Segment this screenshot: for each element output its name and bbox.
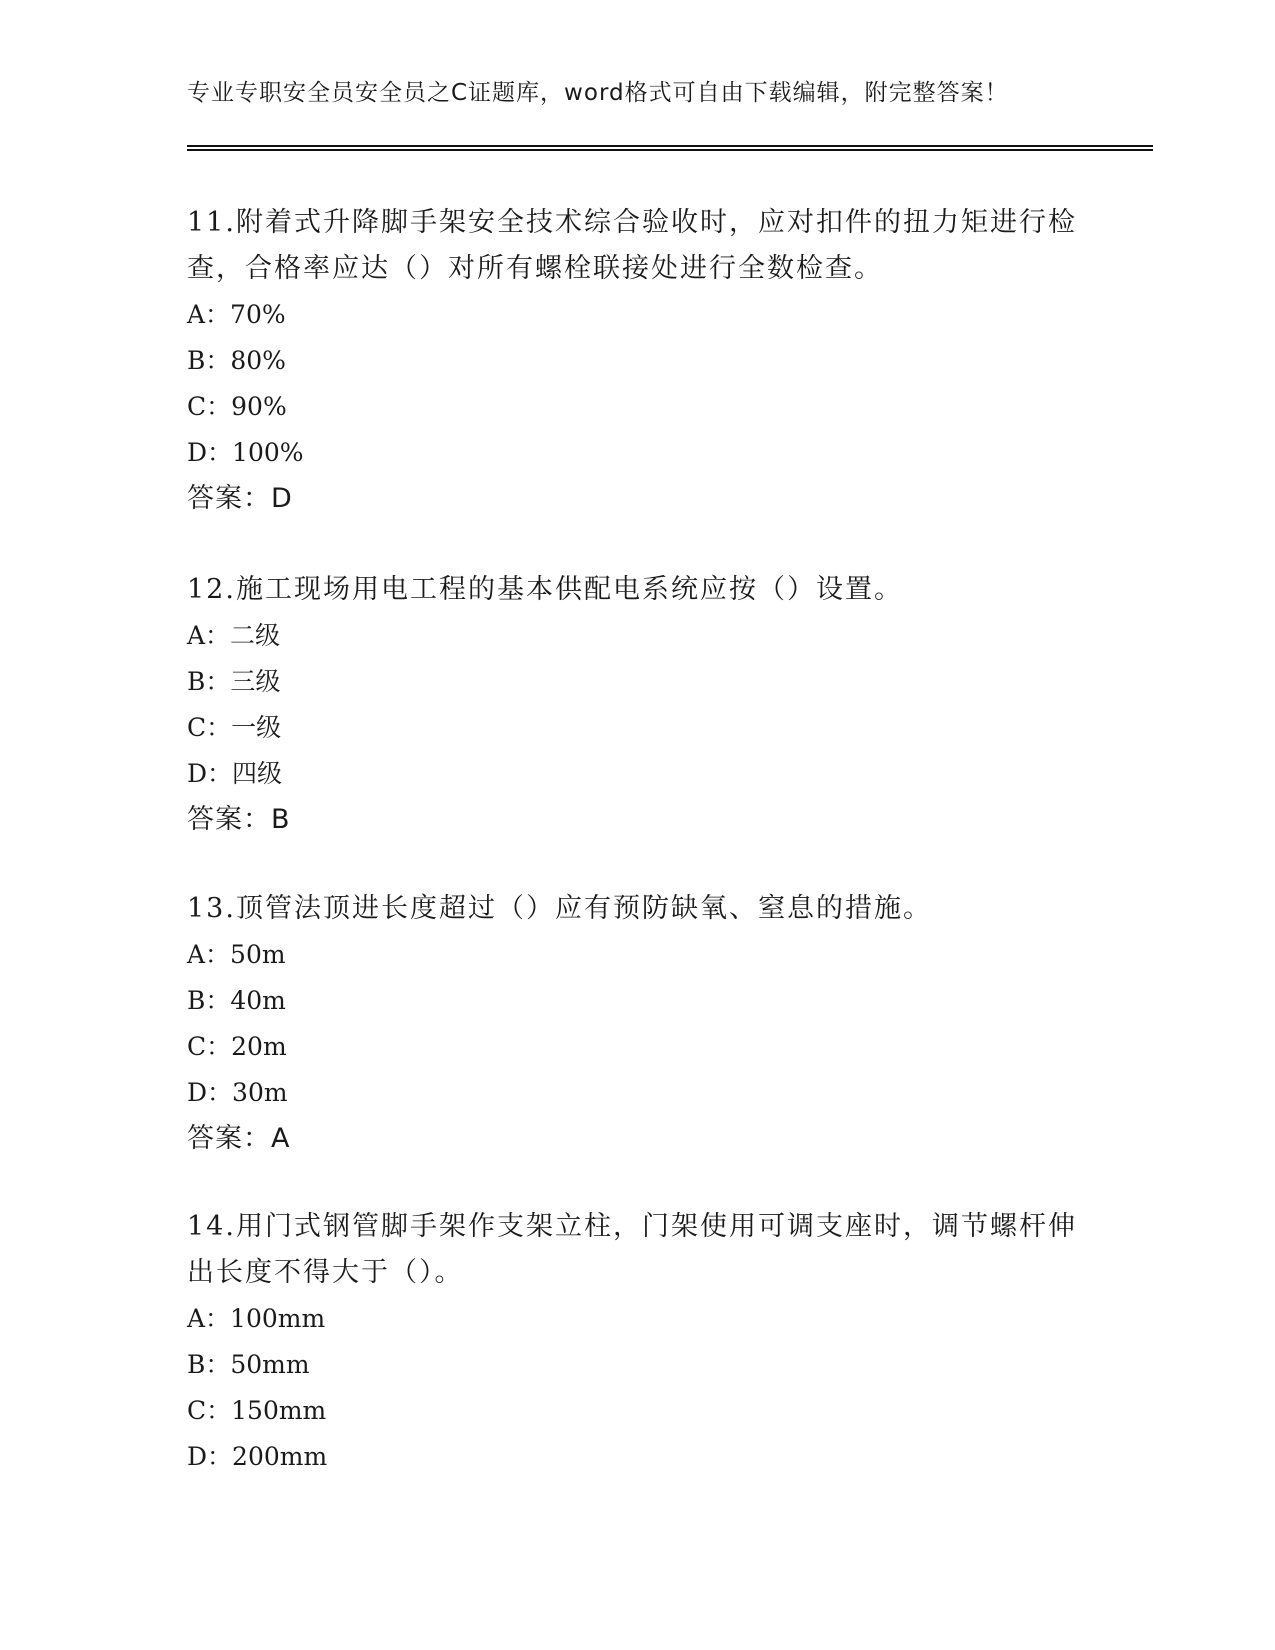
answer-line: 答案：D [187,483,293,514]
page-header-title: 专业专职安全员安全员之C证题库，word格式可自由下载编辑，附完整答案！ [187,80,1009,106]
answer-line: 答案：A [187,1123,291,1154]
question-stem: 11.附着式升降脚手架安全技术综合验收时，应对扣件的扭力矩进行检查，合格率应达（）对所有螺栓联接处进行全数检查。 [187,207,1077,284]
option-c: C：90% [187,392,287,421]
option-d: D：30m [187,1078,288,1107]
question-stem: 12.施工现场用电工程的基本供配电系统应按（）设置。 [187,574,903,605]
option-b: B：50mm [187,1350,310,1379]
option-c: C：20m [187,1032,287,1061]
question-11 [187,200,1087,522]
option-a: A：70% [187,300,286,329]
option-d: D：100% [187,438,304,467]
option-a: A：二级 [187,621,281,650]
option-a: A：100mm [187,1304,326,1333]
option-a: A：50m [187,940,286,969]
option-c: C：一级 [187,713,282,742]
question-12 [187,567,1087,843]
option-d: D：200mm [187,1442,328,1471]
option-d: D：四级 [187,759,283,788]
option-c: C：150mm [187,1396,327,1425]
question-14 [187,1204,1087,1480]
option-b: B：80% [187,346,286,375]
option-b: B：40m [187,986,286,1015]
answer-line: 答案：B [187,804,291,835]
question-13 [187,886,1087,1162]
question-stem: 14.用门式钢管脚手架作支架立柱，门架使用可调支座时，调节螺杆伸出长度不得大于（）。 [187,1211,1077,1288]
question-stem: 13.顶管法顶进长度超过（）应有预防缺氧、窒息的措施。 [187,893,932,924]
option-b: B：三级 [187,667,281,696]
header-divider [187,145,1153,151]
